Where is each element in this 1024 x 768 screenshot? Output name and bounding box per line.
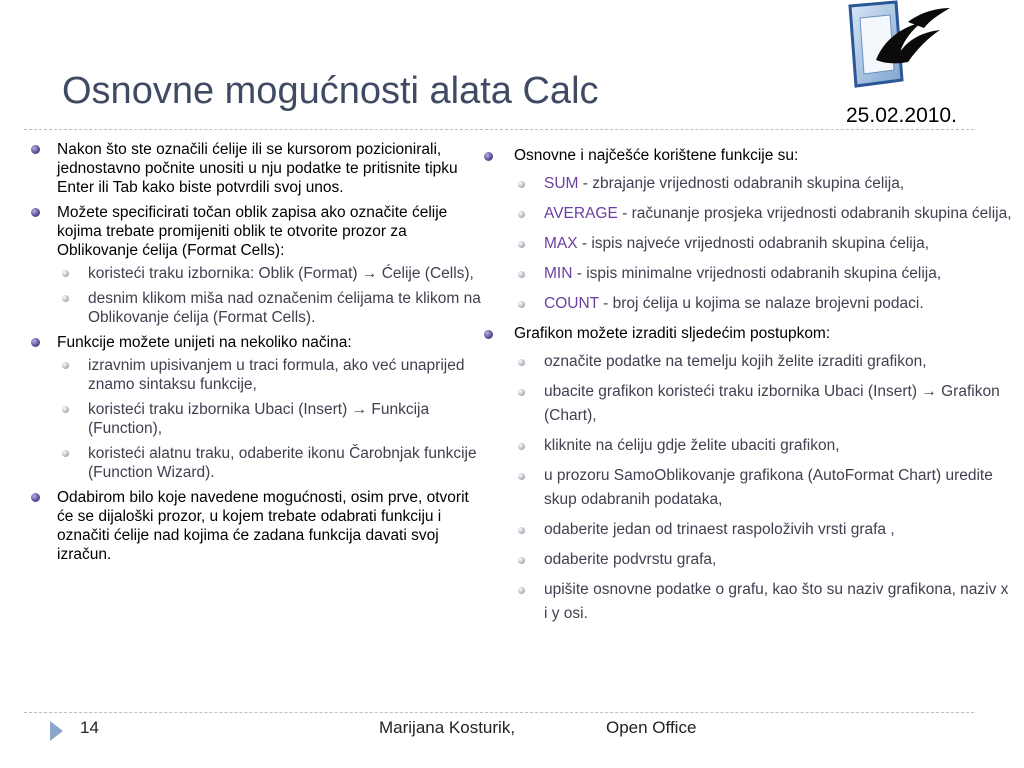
- sub-bullet-icon: [518, 443, 525, 450]
- sub-bullet-icon: [518, 211, 525, 218]
- bullet-item: [30, 140, 485, 197]
- functions-heading: Osnovne i najčešće korištene funkcije su:: [514, 147, 799, 164]
- chart-step-text: označite podatke na temelju kojih želite izraditi grafikon,: [544, 353, 927, 370]
- bullet-item: [483, 144, 1013, 316]
- function-name: AVERAGE: [544, 205, 618, 222]
- bullet-icon: [484, 152, 493, 161]
- function-desc: - zbrajanje vrijednosti odabranih skupina ćelija,: [578, 175, 905, 192]
- sub-bullet-icon: [518, 241, 525, 248]
- sub-bullet-icon: [62, 450, 69, 457]
- chart-step-text: kliknite na ćeliju gdje želite ubaciti grafikon,: [544, 437, 840, 454]
- function-name: MAX: [544, 235, 578, 252]
- bullet-item: [30, 333, 485, 482]
- sub-bullet-item: [30, 356, 485, 394]
- bullet-icon: [31, 338, 40, 347]
- bullet-icon: [31, 145, 40, 154]
- chart-step-text: upišite osnovne podatke o grafu, kao što su naziv grafikona, naziv x i y osi.: [544, 581, 1009, 622]
- bullet-item: [30, 488, 485, 564]
- function-desc: - računanje prosjeka vrijednosti odabranih skupina ćelija,: [617, 205, 1012, 222]
- sub-bullet-icon: [518, 271, 525, 278]
- chart-step-text: u prozoru SamoOblikovanje grafikona (AutoFormat Chart) uredite skup odabranih podataka,: [544, 467, 993, 508]
- bullet-text: Funkcije možete unijeti na nekoliko načina:: [57, 334, 352, 351]
- bullet-icon: [31, 208, 40, 217]
- bullet-item: [483, 322, 1013, 626]
- sub-bullet-icon: [518, 359, 525, 366]
- function-item: [483, 202, 1013, 226]
- sub-bullet-item: [30, 264, 485, 283]
- left-column: [30, 140, 485, 570]
- sub-bullet-icon: [518, 301, 525, 308]
- page-number: 14: [80, 718, 99, 737]
- chart-step-text: ubacite grafikon koristeći traku izbornika Ubaci (Insert) → Grafikon (Chart),: [544, 383, 1000, 424]
- footer-product: Open Office: [606, 718, 697, 737]
- sub-bullet-icon: [62, 295, 69, 302]
- chart-step: [483, 548, 1013, 572]
- sub-bullet-item: [30, 444, 485, 482]
- sub-bullet-item: [30, 400, 485, 438]
- function-item: [483, 262, 1013, 286]
- bullet-icon: [31, 493, 40, 502]
- bullet-icon: [484, 330, 493, 339]
- footer-author: Marijana Kosturik,: [379, 718, 516, 737]
- top-divider: [24, 129, 974, 130]
- bullet-item: [30, 203, 485, 327]
- function-item: [483, 292, 1013, 316]
- function-name: COUNT: [544, 295, 599, 312]
- slide-date: 25.02.2010.: [846, 104, 957, 127]
- chart-step: [483, 380, 1013, 428]
- function-desc: - broj ćelija u kojima se nalaze brojevni podaci.: [598, 295, 924, 312]
- chart-step: [483, 464, 1013, 512]
- sub-bullet-icon: [62, 406, 69, 413]
- sub-bullet-icon: [518, 181, 525, 188]
- chart-step: [483, 578, 1013, 626]
- chart-step-text: odaberite podvrstu grafa,: [544, 551, 717, 568]
- sub-bullet-icon: [62, 362, 69, 369]
- right-column: [483, 144, 1013, 632]
- bullet-text: Nakon što ste označili ćelije ili se kursorom pozicionirali, jednostavno počnite unositi u nju podatke te pritisnite tipku Enter ili Tab kako biste potvrdili svoj unos.: [57, 141, 458, 196]
- function-item: [483, 172, 1013, 196]
- sub-bullet-item: [30, 289, 485, 327]
- sub-bullet-icon: [518, 527, 525, 534]
- chart-step: [483, 350, 1013, 374]
- sub-bullet-text: izravnim upisivanjem u traci formula, ako već unaprijed znamo sintaksu funkcije,: [88, 357, 465, 393]
- bottom-divider: [24, 712, 974, 713]
- chart-step: [483, 434, 1013, 458]
- sub-bullet-icon: [518, 587, 525, 594]
- sub-bullet-icon: [518, 557, 525, 564]
- sub-bullet-text: koristeći traku izbornika: Oblik (Format) → Ćelije (Cells),: [88, 265, 474, 282]
- function-name: MIN: [544, 265, 573, 282]
- chart-step-text: odaberite jedan od trinaest raspoloživih vrsti grafa ,: [544, 521, 895, 538]
- bullet-text: Možete specificirati točan oblik zapisa ako označite ćelije kojima trebate promijeniti oblik te otvorite prozor za Oblikovanje ćelija (Format Cells):: [57, 204, 448, 259]
- function-name: SUM: [544, 175, 579, 192]
- function-desc: - ispis najveće vrijednosti odabranih skupina ćelija,: [577, 235, 930, 252]
- function-desc: - ispis minimalne vrijednosti odabranih skupina ćelija,: [572, 265, 942, 282]
- sub-bullet-icon: [518, 389, 525, 396]
- nav-arrow-icon[interactable]: [50, 721, 63, 741]
- sub-bullet-text: koristeći traku izbornika Ubaci (Insert) → Funkcija (Function),: [88, 401, 430, 437]
- chart-heading: Grafikon možete izraditi sljedećim postupkom:: [514, 325, 831, 342]
- sub-bullet-icon: [518, 473, 525, 480]
- sub-bullet-text: koristeći alatnu traku, odaberite ikonu Čarobnjak funkcije (Function Wizard).: [88, 445, 477, 481]
- slide-title: Osnovne mogućnosti alata Calc: [62, 70, 599, 112]
- bullet-text: Odabirom bilo koje navedene mogućnosti, osim prve, otvorit će se dijaloški prozor, u kojem trebate odabrati funkciju i označiti ćelije nad kojima će zadana funkcija davati svoj izračun.: [57, 489, 469, 563]
- openoffice-logo: [838, 0, 956, 94]
- function-item: [483, 232, 1013, 256]
- sub-bullet-text: desnim klikom miša nad označenim ćelijama te klikom na Oblikovanje ćelija (Format Cells).: [88, 290, 481, 326]
- chart-step: [483, 518, 1013, 542]
- sub-bullet-icon: [62, 270, 69, 277]
